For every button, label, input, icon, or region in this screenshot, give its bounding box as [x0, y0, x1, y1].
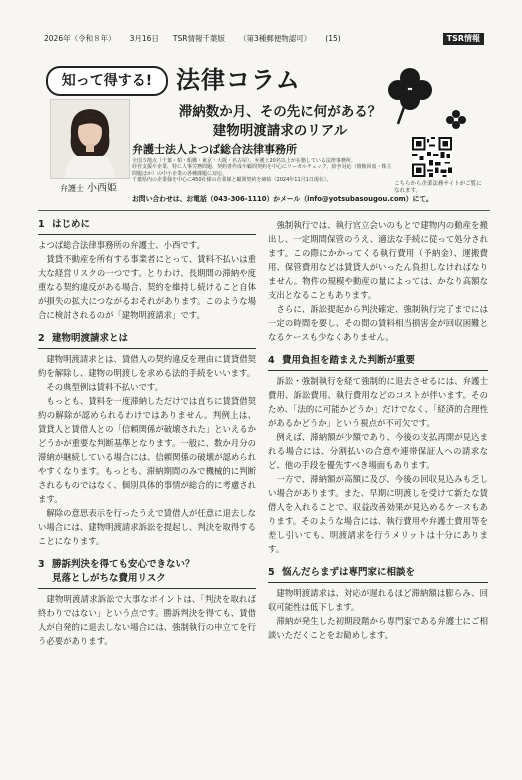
header-day: 3月16日	[129, 34, 159, 43]
lawyer-name-label	[60, 179, 117, 194]
lawyer-role: 弁護士	[60, 184, 84, 193]
paragraph: 建物明渡請求は、対応が遅れるほど滞納額は膨らみ、回収可能性は低下します。	[268, 588, 488, 612]
law-firm-description	[132, 158, 396, 183]
paragraph: もっとも、賃料を一度滞納しただけでは直ちに賃貸借契約の解除が認められるわけではありません。判例上は、賃貸人と賃借人との「信頼関係が破壊された」といえるかどうかが重要な判断基準となります。一般に、数か月分の滞納が継続している場合には、信頼関係の破壊が認められやすくなります。もっとも、滞納期間のみで機械的に判断されるものではなく、個別具体的事情が総合的に考慮されます。	[38, 396, 256, 504]
page-header	[44, 31, 484, 47]
firm-desc-line: 経営支援や企業、特に人事労務問題、契約書作成や顧問契約を中心にリーガルチェック、紛争対応（債権回収・株主問題ほか）の中小企業の各種課題に対応。	[132, 164, 392, 177]
paragraph: 建物明渡請求訴訟で大事なポイントは、「判決を取れば終わりではない」という点です。勝訴判決を得ても、賃借人が自発的に退去しない場合には、強制執行の申立てを行う必要があります。	[38, 594, 256, 646]
contact-info: お問い合わせは、お電話（043-306-1110）かメール（info@yotsubasougou.com）にて。	[132, 195, 433, 203]
section-heading: 5 悩んだらまずは専門家に相談を	[268, 566, 488, 583]
header-page-number: (15)	[325, 34, 341, 43]
column-title: 法律コラム	[176, 66, 301, 94]
section-heading: 4 費用負担を踏まえた判断が重要	[268, 354, 488, 371]
section-heading: 1 はじめに	[38, 218, 256, 235]
paragraph: 訴訟・強制執行を経て強制的に退去させるには、弁護士費用、訴訟費用、執行費用などのコストが伴います。そのため、「法的に可能かどうか」だけでなく、「経済的合理性があるかどうか」という視点が不可欠です。	[268, 376, 488, 428]
paragraph: 滞納が発生した初期段階から専門家である弁護士にご相談いただくことをお勧めします。	[268, 616, 488, 640]
paragraph: 一方で、滞納額が高額に及び、今後の回収見込みも乏しい場合があります。また、早期に明渡しを受けて新たな賃借人を入れることで、収益改善効果が見込めるケースもあります。そのような場合には、執行費用や弁護士費用等を差し引いても、明渡請求を行うメリットは十分にあります。	[268, 474, 488, 554]
paragraph: 建物明渡請求とは、賃借人の契約違反を理由に賃貸借契約を解除し、建物の明渡しを求める法的手続をいいます。	[38, 354, 256, 378]
column-headline	[150, 103, 410, 141]
section-heading: 2 建物明渡請求とは	[38, 332, 256, 349]
lawyer-name: 小西姫	[87, 183, 117, 194]
qr-caption: こちらから企業法務サイトがご覧になれます。	[394, 181, 482, 194]
paragraph: 強制執行では、執行官立会いのもとで建物内の動産を搬出し、一定期間保管のうえ、適法な手続に従って処分されます。この際にかかってくる執行費用（予納金）、運搬費用、保管費用などは賃貸人がいったん負担しなければなりません。物件の規模や動産の量によっては、かなり高額な支出となることもあります。	[268, 220, 488, 300]
header-permit: （第3種郵便物認可）	[238, 34, 312, 43]
firm-desc-line: 千葉県内の企業様を中心に450社様の企業様と顧問契約を締結（2024年11月1日現在）。	[132, 176, 332, 183]
paragraph: 解除の意思表示を行ったうえで賃借人が任意に退去しない場合には、建物明渡請求訴訟を提起し、判決を取得することになります。	[38, 508, 256, 546]
paragraph: 賃貸不動産を所有する事業者にとって、賃料不払いは重大な経営リスクの一つです。とりわけ、長期間の滞納や度重なる契約違反がある場合、契約を維持し続けること自体が損失の拡大につながるおそれがあります。このような場合に検討されるのが「建物明渡請求」です。	[38, 254, 256, 320]
header-paper: TSR情報千葉版	[172, 34, 225, 43]
headline-line-1: 滞納数か月、その先に何がある？	[178, 104, 382, 120]
header-date: 2026年（令和８年）	[44, 34, 116, 43]
paragraph: よつば総合法律事務所の弁護士、小西です。	[38, 240, 205, 250]
law-firm-name: 弁護士法人よつば総合法律事務所	[132, 143, 297, 156]
article-column-left	[38, 218, 256, 648]
paragraph: さらに、訴訟提起から判決確定、強制執行完了までには一定の時間を要し、その間の賃料相当損害金が回収困難となるケースも少なくありません。	[268, 304, 488, 342]
brand-logo: TSR情報	[443, 33, 484, 45]
section-heading: 3 勝訴判決を得ても安心できない？ 見落としがちな費用リスク	[38, 558, 256, 589]
headline-line-2: 建物明渡請求のリアル	[212, 123, 348, 139]
lawyer-photo	[50, 99, 130, 179]
divider	[38, 210, 490, 211]
paragraph: 例えば、滞納額が少額であり、今後の支払再開が見込まれる場合には、分割払いの合意や連帯保証人への請求など、他の手段を優先すべき場面もあります。	[268, 432, 488, 470]
article-column-right	[268, 218, 488, 642]
firm-desc-line: 全国５拠点（千葉・柏・船橋・東京・大阪・名古屋）、弁護士20名以上が在籍している法律事務所。	[132, 158, 356, 164]
column-badge: 知って得する!	[46, 66, 168, 96]
paragraph: その典型例は賃料不払いです。	[46, 382, 163, 392]
qr-code-icon[interactable]	[412, 137, 452, 177]
